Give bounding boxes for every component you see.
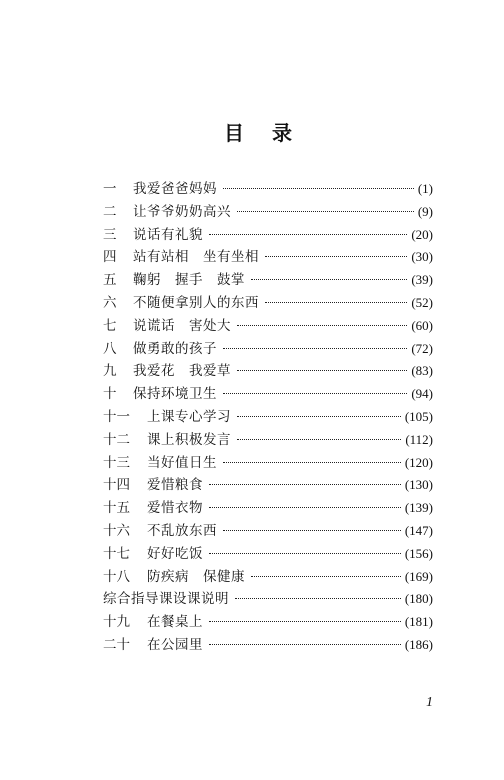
dot-leader (223, 188, 414, 189)
toc-entry-page: (1) (417, 181, 433, 196)
toc-entry-number: 一 (103, 181, 117, 197)
toc-entry (103, 338, 433, 361)
toc-entry-page: (169) (404, 568, 433, 584)
dot-leader (223, 393, 407, 394)
dot-leader (265, 302, 407, 303)
toc-entry-number: 十八 (103, 568, 130, 585)
dot-leader (209, 621, 401, 622)
toc-entry-page: (72) (411, 340, 433, 356)
toc-entry-title: 我爱爸爸妈妈 (133, 181, 217, 197)
toc-entry-number: 十二 (103, 431, 130, 448)
table-of-contents (103, 178, 433, 657)
toc-entry-title: 在餐桌上 (147, 614, 203, 631)
toc-entry-title: 上课专心学习 (147, 408, 231, 425)
toc-entry-page: (20) (411, 226, 433, 242)
toc-entry-title: 爱惜衣物 (147, 500, 203, 517)
toc-entry (103, 452, 433, 475)
toc-entry-title: 让爷爷奶奶高兴 (133, 203, 231, 220)
toc-entry (103, 269, 433, 292)
toc-entry-title: 鞠躬 握手 鼓掌 (133, 272, 245, 289)
toc-entry (103, 634, 433, 657)
toc-entry-page: (60) (411, 317, 433, 333)
toc-entry-number: 六 (103, 294, 117, 311)
toc-entry-title: 做勇敢的孩子 (133, 340, 217, 357)
toc-entry-title: 站有站相 坐有坐相 (133, 249, 259, 266)
toc-entry-number: 十四 (103, 477, 130, 494)
toc-entry-number: 四 (103, 249, 117, 266)
toc-entry-number: 十三 (103, 454, 130, 471)
toc-entry-title: 当好值日生 (147, 454, 217, 471)
toc-entry-title: 爱惜粮食 (147, 477, 203, 494)
toc-entry-number: 十五 (103, 500, 130, 517)
toc-entry-title: 不随便拿别人的东西 (133, 294, 259, 311)
page-title (0, 120, 504, 146)
toc-entry (103, 474, 433, 497)
toc-entry (103, 588, 433, 611)
toc-entry (103, 246, 433, 269)
toc-entry (103, 520, 433, 543)
toc-entry-title: 在公园里 (147, 636, 203, 653)
toc-entry-page: (147) (404, 522, 433, 538)
toc-entry-page: (186) (404, 636, 433, 652)
dot-leader (223, 530, 401, 531)
dot-leader (251, 279, 407, 280)
toc-entry-page: (130) (404, 477, 433, 493)
toc-entry-page: (83) (411, 363, 433, 379)
toc-entry-page: (180) (404, 591, 433, 607)
toc-entry-title: 防疾病 保健康 (147, 568, 245, 585)
toc-entry-page: (9) (417, 203, 433, 219)
toc-entry-number: 十七 (103, 545, 130, 562)
toc-entry (103, 292, 433, 315)
toc-entry-number: 五 (103, 272, 117, 289)
dot-leader (251, 576, 401, 577)
toc-entry-title: 好好吃饭 (147, 545, 203, 562)
toc-entry (103, 429, 433, 452)
toc-entry-title: 保持环境卫生 (133, 386, 217, 403)
dot-leader (237, 211, 414, 212)
toc-entry-page: (181) (404, 614, 433, 630)
toc-entry (103, 178, 433, 201)
toc-entry-title: 说话有礼貌 (133, 226, 203, 243)
toc-entry-page: (94) (411, 386, 433, 402)
page-number: 1 (426, 695, 433, 710)
dot-leader (209, 234, 407, 235)
toc-entry (103, 497, 433, 520)
toc-entry (103, 224, 433, 247)
dot-leader (237, 325, 407, 326)
toc-entry-number: 九 (103, 363, 117, 380)
toc-entry (103, 611, 433, 634)
toc-entry-number: 十六 (103, 522, 130, 539)
dot-leader (235, 598, 401, 599)
toc-entry-title: 我爱花 我爱草 (133, 363, 231, 380)
dot-leader (209, 507, 401, 508)
toc-entry-number: 十九 (103, 614, 130, 631)
toc-entry-number: 二十 (103, 636, 130, 653)
toc-entry-page: (139) (404, 500, 433, 516)
dot-leader (209, 553, 401, 554)
toc-entry-number: 七 (103, 317, 117, 334)
dot-leader (237, 370, 407, 371)
toc-entry-number: 十 (103, 386, 117, 403)
toc-entry-page: (120) (404, 454, 433, 470)
toc-entry-title: 不乱放东西 (147, 522, 217, 539)
toc-entry (103, 201, 433, 224)
toc-entry-page: (112) (405, 431, 433, 447)
dot-leader (237, 439, 401, 440)
toc-entry-page: (156) (404, 545, 433, 561)
dot-leader (265, 256, 407, 257)
toc-entry (103, 315, 433, 338)
dot-leader (223, 348, 407, 349)
title-char-1: 目 (224, 121, 244, 145)
toc-entry-number: 三 (103, 226, 117, 243)
toc-entry (103, 360, 433, 383)
toc-entry-number: 八 (103, 340, 117, 357)
toc-entry-number: 二 (103, 203, 117, 220)
toc-entry (103, 543, 433, 566)
toc-entry-title: 综合指导课设课说明 (103, 591, 229, 608)
toc-entry-page: (39) (411, 272, 433, 288)
toc-entry (103, 406, 433, 429)
toc-entry-page: (105) (404, 408, 433, 424)
dot-leader (237, 416, 401, 417)
toc-entry (103, 383, 433, 406)
dot-leader (209, 644, 401, 645)
dot-leader (209, 484, 401, 485)
dot-leader (223, 462, 401, 463)
toc-entry-page: (30) (411, 249, 433, 265)
toc-entry-title: 课上积极发言 (147, 431, 231, 448)
toc-entry-title: 说谎话 害处大 (133, 317, 231, 334)
title-char-2: 录 (272, 121, 292, 145)
toc-entry (103, 566, 433, 589)
toc-entry-page: (52) (411, 294, 433, 310)
toc-entry-number: 十一 (103, 408, 130, 425)
